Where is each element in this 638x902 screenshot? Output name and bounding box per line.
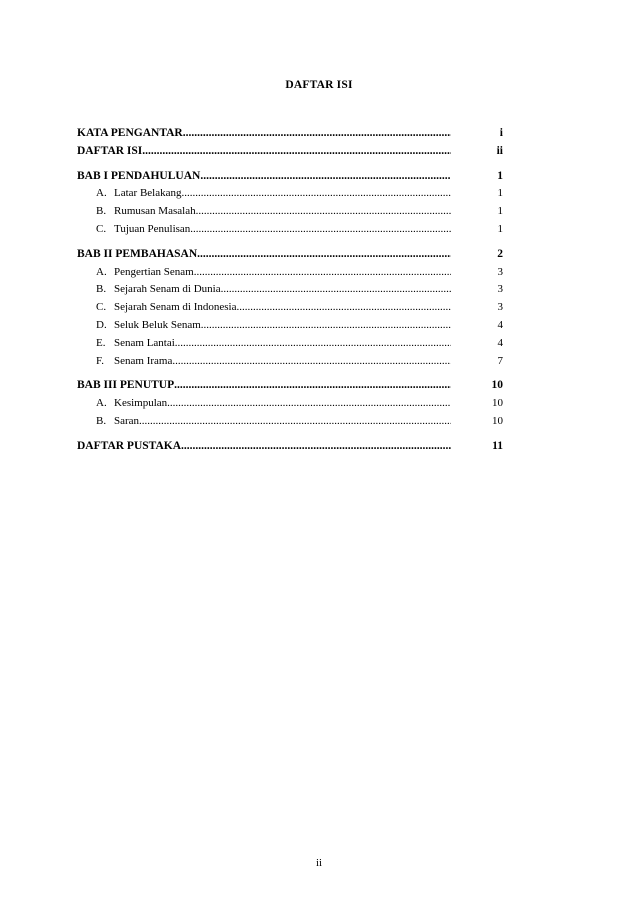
- toc-subentry-tujuan-penulisan[interactable]: [77, 221, 503, 239]
- toc-entry-label: Rumusan Masalah: [114, 205, 196, 218]
- toc-entry-letter: F.: [96, 354, 104, 367]
- toc-entry-label: KATA PENGANTAR: [77, 127, 183, 139]
- page-number-footer: ii: [315, 857, 323, 869]
- toc-entry-letter: A.: [96, 265, 107, 278]
- dot-leader: [142, 143, 451, 161]
- toc-entry-page: 10: [492, 414, 503, 427]
- toc-entry-letter: B.: [96, 205, 107, 218]
- toc-entry-label: Senam Lantai: [114, 336, 175, 349]
- toc-entry-letter: B.: [96, 283, 107, 296]
- dot-leader: [174, 377, 451, 395]
- toc-subentry-pengertian-senam[interactable]: [77, 264, 503, 282]
- toc-entry-label: BAB III PENUTUP: [77, 379, 175, 392]
- toc-entry-page: 2: [497, 247, 503, 260]
- dot-leader: [200, 168, 451, 186]
- dot-leader: [172, 353, 451, 371]
- dot-leader: [181, 438, 451, 456]
- dot-leader: [183, 125, 451, 143]
- toc-subentry-saran[interactable]: [77, 413, 503, 431]
- toc-entry-page: 1: [497, 169, 503, 182]
- toc-entry-page: 3: [497, 301, 503, 314]
- toc-entry-label: Latar Belakang: [114, 187, 182, 200]
- toc-subentry-senam-irama[interactable]: [77, 353, 503, 371]
- toc-subentry-kesimpulan[interactable]: [77, 395, 503, 413]
- toc-subentry-senam-lantai[interactable]: [77, 335, 503, 353]
- toc-entry-page: 3: [497, 265, 503, 278]
- toc-subentry-sejarah-senam-dunia[interactable]: [77, 281, 503, 299]
- toc-entry-daftar-isi[interactable]: [77, 143, 503, 161]
- dot-leader: [194, 264, 451, 282]
- toc-entry-label: DAFTAR ISI: [77, 144, 143, 157]
- toc-entry-letter: B.: [96, 414, 107, 427]
- toc-entry-label: Pengertian Senam: [114, 265, 194, 278]
- toc-entry-letter: D.: [96, 318, 107, 331]
- table-of-contents: [77, 125, 503, 456]
- dot-leader: [167, 395, 451, 413]
- toc-entry-letter: A.: [96, 187, 107, 200]
- toc-entry-page: 3: [497, 283, 503, 296]
- toc-entry-page: 7: [497, 354, 503, 367]
- page-title: DAFTAR ISI: [285, 79, 353, 91]
- toc-entry-label: Kesimpulan: [114, 397, 168, 410]
- toc-entry-label: Saran: [114, 414, 140, 427]
- toc-entry-label: Sejarah Senam di Indonesia: [114, 301, 237, 314]
- dot-leader: [237, 299, 452, 317]
- toc-entry-page: 1: [497, 205, 503, 218]
- toc-subentry-seluk-beluk-senam[interactable]: [77, 317, 503, 335]
- toc-entry-page: 1: [497, 222, 503, 235]
- dot-leader: [201, 317, 451, 335]
- dot-leader: [175, 335, 451, 353]
- dot-leader: [196, 203, 451, 221]
- toc-entry-page: 4: [497, 336, 503, 349]
- toc-entry-label: Tujuan Penulisan: [114, 222, 191, 235]
- toc-subentry-latar-belakang[interactable]: [77, 185, 503, 203]
- toc-subentry-rumusan-masalah[interactable]: [77, 203, 503, 221]
- toc-entry-daftar-pustaka[interactable]: [77, 438, 503, 456]
- dot-leader: [139, 413, 451, 431]
- toc-entry-label: BAB II PEMBAHASAN: [77, 247, 198, 260]
- dot-leader: [197, 246, 451, 264]
- toc-entry-page: ii: [496, 144, 503, 157]
- dot-leader: [221, 281, 451, 299]
- toc-entry-page: 4: [497, 318, 503, 331]
- toc-entry-kata-pengantar[interactable]: [77, 125, 503, 143]
- dot-leader: [190, 221, 451, 239]
- toc-entry-page: 10: [491, 379, 503, 392]
- toc-entry-label: Seluk Beluk Senam: [114, 318, 201, 331]
- toc-subentry-sejarah-senam-indonesia[interactable]: [77, 299, 503, 317]
- toc-entry-page: 11: [492, 439, 503, 452]
- toc-entry-label: Senam Irama: [114, 354, 173, 367]
- toc-entry-label: Sejarah Senam di Dunia: [114, 283, 221, 296]
- toc-entry-letter: C.: [96, 301, 107, 314]
- toc-entry-letter: E.: [96, 336, 106, 349]
- toc-entry-letter: A.: [96, 397, 107, 410]
- toc-entry-label: BAB I PENDAHULUAN: [77, 169, 201, 182]
- toc-entry-bab-3[interactable]: [77, 377, 503, 395]
- toc-entry-page: i: [499, 127, 503, 139]
- toc-entry-letter: C.: [96, 222, 107, 235]
- toc-entry-page: 10: [492, 397, 503, 410]
- toc-entry-label: DAFTAR PUSTAKA: [77, 439, 182, 452]
- toc-entry-bab-1[interactable]: [77, 168, 503, 186]
- toc-entry-page: 1: [497, 187, 503, 200]
- toc-entry-bab-2[interactable]: [77, 246, 503, 264]
- dot-leader: [182, 185, 452, 203]
